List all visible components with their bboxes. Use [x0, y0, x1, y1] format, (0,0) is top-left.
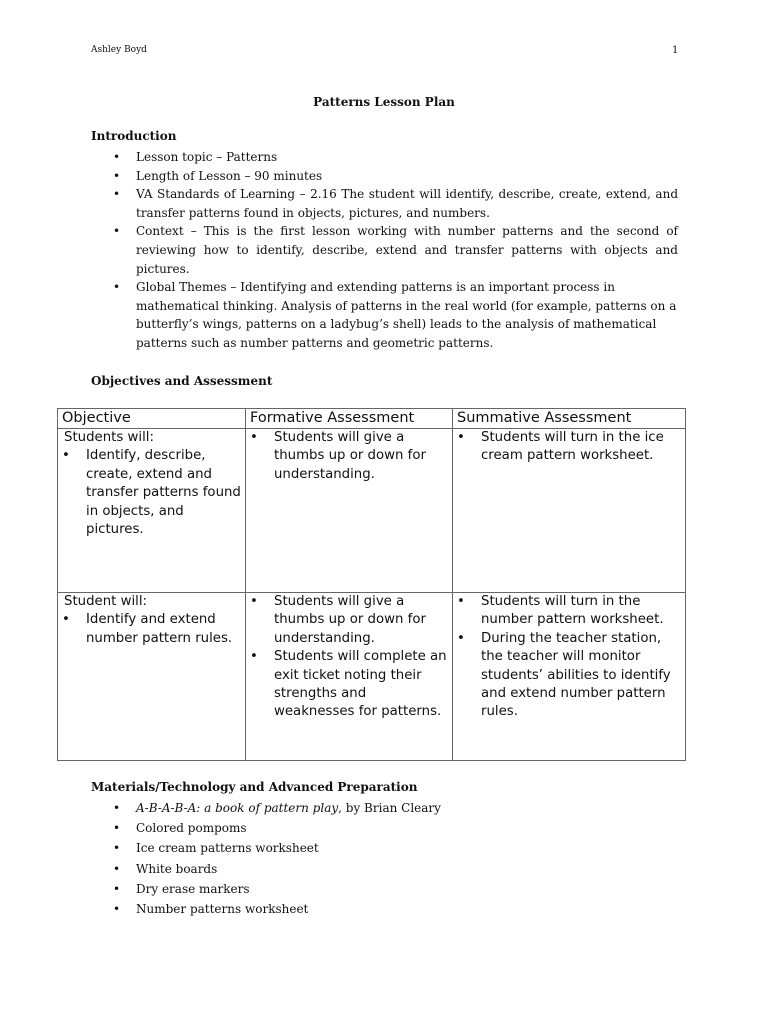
summative-cell	[453, 593, 686, 761]
book-title: A-B-A-B-A: a book of pattern play	[136, 801, 339, 815]
formative-cell	[246, 593, 453, 761]
bullet-icon: •	[457, 594, 465, 609]
header-page-number: 1	[672, 45, 679, 56]
bullet-icon: •	[457, 430, 465, 445]
list-item: • White boards	[91, 859, 678, 879]
materials-list	[91, 798, 678, 919]
bullet-icon: •	[250, 594, 258, 609]
introduction-heading: Introduction	[91, 129, 177, 143]
list-item: • Length of Lesson – 90 minutes	[91, 167, 678, 186]
column-header-summative: Summative Assessment	[453, 409, 686, 429]
table-row	[58, 429, 686, 593]
objectives-table	[57, 408, 686, 761]
header-author: Ashley Boyd	[91, 45, 147, 55]
bullet-icon: •	[113, 861, 121, 876]
objective-cell: Student will: • Identify and extend number pattern rules.	[58, 593, 246, 761]
list-item: • Dry erase markers	[91, 879, 678, 899]
objective-cell: Students will: • Identify, describe, create, extend and transfer patterns found in objects, and pictures.	[58, 429, 246, 593]
introduction-list	[91, 148, 678, 353]
bullet-icon: •	[113, 280, 121, 295]
list-item: • Students will give a thumbs up or down for understanding.	[250, 430, 426, 482]
list-item: • Students will turn in the number pattern worksheet.	[457, 594, 664, 628]
summative-cell	[453, 429, 686, 593]
bullet-icon: •	[113, 801, 121, 815]
list-item: • Ice cream patterns worksheet	[91, 838, 678, 858]
column-header-formative: Formative Assessment	[246, 409, 453, 429]
table-row	[58, 593, 686, 761]
bullet-icon: •	[250, 430, 258, 445]
formative-cell	[246, 429, 453, 593]
table-header-row	[58, 409, 686, 429]
objectives-heading: Objectives and Assessment	[91, 374, 273, 388]
bullet-icon: •	[250, 649, 258, 665]
column-header-objective: Objective	[58, 409, 246, 429]
bullet-icon: •	[113, 150, 121, 164]
list-item: • Identify, describe, create, extend and transfer patterns found in objects, and pictures.	[62, 448, 241, 538]
list-item: • During the teacher station, the teacher will monitor students’ abilities to identify and extend number pattern rules.	[457, 630, 671, 720]
list-item: • Students will complete an exit ticket noting their strengths and weaknesses for patterns.	[250, 649, 447, 720]
bullet-icon: •	[113, 821, 121, 836]
bullet-icon: •	[113, 841, 121, 856]
bullet-icon: •	[113, 224, 121, 239]
bullet-icon: •	[457, 630, 465, 646]
bullet-icon: •	[62, 448, 70, 464]
list-item: • Colored pompoms	[91, 818, 678, 838]
list-item: • A-B-A-B-A: a book of pattern play, by Brian Cleary	[91, 798, 678, 818]
bullet-icon: •	[113, 187, 121, 202]
bullet-icon: •	[113, 881, 121, 896]
document-title: Patterns Lesson Plan	[313, 95, 455, 109]
bullet-icon: •	[113, 168, 121, 183]
list-item: • Students will turn in the ice cream pattern worksheet.	[457, 430, 664, 464]
list-item: • VA Standards of Learning – 2.16 The student will identify, describe, create, extend, and transfer patterns found in objects, pictures, and numbers.	[113, 187, 678, 220]
list-item: • Global Themes – Identifying and extending patterns is an important process in mathematical thinking. Analysis of patterns in the real world (for example, patterns on a butterfly’s wings, patterns on a ladybug’s shell) leads to the analysis of mathematical patterns such as number patterns and geometric patterns.	[113, 280, 677, 350]
list-item: • Identify and extend number pattern rules.	[62, 612, 233, 646]
list-item: • Number patterns worksheet	[91, 899, 678, 919]
bullet-icon: •	[113, 902, 121, 917]
list-item: • Students will give a thumbs up or down for understanding.	[250, 594, 426, 646]
materials-heading: Materials/Technology and Advanced Preparation	[91, 780, 418, 794]
list-item: • Context – This is the first lesson working with number patterns and the second of reviewing how to identify, describe, extend and transfer patterns with objects and pictures.	[113, 224, 678, 276]
list-item: • Lesson topic – Patterns	[91, 148, 678, 167]
bullet-icon: •	[62, 612, 70, 628]
